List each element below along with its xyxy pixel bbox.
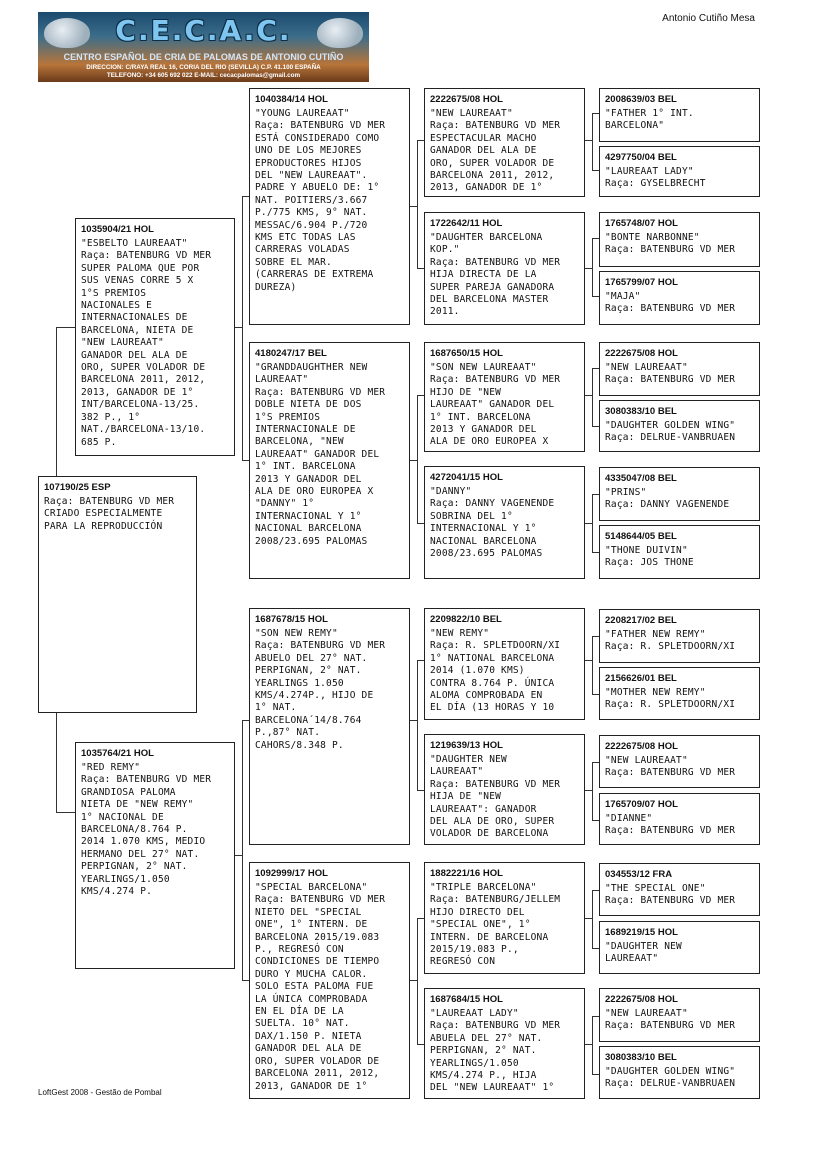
pigeon-description: "DAUGHTER NEW LAUREAAT" Raça: BATENBURG VD MER HIJA DE "NEW LAUREAAT": GANADOR DEL ALA DE ORO, SUPER VOLADOR DE BARCELONA	[430, 754, 561, 840]
pigeon-card-ancestor	[599, 667, 760, 720]
ring-number: 5148644/05 BEL	[605, 531, 677, 542]
connector-line	[592, 170, 599, 171]
pigeon-description: "NEW LAUREAAT" Raça: BATENBURG VD MER	[605, 755, 736, 779]
pigeon-description: "LAUREAAT LADY" Raça: GYSELBRECHT	[605, 166, 706, 190]
ring-number: 2156626/01 BEL	[605, 673, 677, 684]
pigeon-card-grandparent	[249, 608, 410, 845]
logo-title: C.E.C.A.C.	[115, 14, 292, 47]
pigeon-card-subject	[38, 476, 197, 713]
connector-line	[417, 140, 424, 141]
pigeon-description: "BONTE NARBONNE" Raça: BATENBURG VD MER	[605, 232, 736, 256]
connector-line	[592, 762, 593, 820]
pigeon-card-ancestor	[599, 735, 760, 788]
pigeon-description: "YOUNG LAUREAAT" Raça: BATENBURG VD MER ESTÁ CONSIDERADO COMO UNO DE LOS MEJORES EPRODUCTORES HIJOS DEL "NEW LAUREAAT". PADRE Y ABUELO DE: 1° NAT. POITIERS/3.667 P./775 KMS, 9° NAT. MESSAC/6.904 P./720 KMS ETC TODAS LAS CARRERAS VOLADAS SOBRE EL MAR. (CARRERAS DE EXTREMA DUREZA)	[255, 108, 386, 293]
ring-number: 1689219/15 HOL	[605, 927, 678, 938]
connector-line	[592, 113, 593, 170]
connector-line	[592, 1016, 599, 1017]
connector-line	[585, 1044, 592, 1045]
connector-line	[417, 523, 424, 524]
pigeon-description: "MOTHER NEW REMY" Raça: R. SPLETDOORN/XI	[605, 687, 736, 711]
pigeon-card-dam	[75, 742, 235, 969]
pigeon-card-ancestor	[599, 400, 760, 452]
connector-line	[56, 712, 57, 812]
pigeon-description: "DAUGHTER BARCELONA KOP." Raça: BATENBURG VD MER HIJA DIRECTA DE LA SUPER PAREJA GANADORA DEL BARCELONA MASTER 2011.	[430, 232, 561, 318]
ring-number: 1882221/16 HOL	[430, 868, 503, 879]
connector-line	[242, 720, 249, 721]
logo-subtitle: CENTRO ESPAÑOL DE CRIA DE PALOMAS DE ANTONIO CUTIÑO	[63, 52, 344, 62]
pigeon-card-sire	[75, 218, 235, 456]
pigeon-card-ancestor	[599, 212, 760, 267]
pigeon-description: "THE SPECIAL ONE" Raça: BATENBURG VD MER	[605, 883, 736, 907]
connector-line	[585, 790, 592, 791]
connector-line	[242, 460, 249, 461]
pigeon-description: "MAJA" Raça: BATENBURG VD MER	[605, 291, 736, 315]
owner-name: Antonio Cutiño Mesa	[662, 13, 755, 24]
connector-line	[56, 327, 57, 476]
connector-line	[592, 948, 599, 949]
connector-line	[585, 395, 592, 396]
pigeon-description: "TRIPLE BARCELONA" Raça: BATENBURG/JELLEM HIJO DIRECTO DEL "SPECIAL ONE", 1° INTERN. DE BARCELONA 2015/19.083 P., REGRESÓ CON	[430, 882, 561, 968]
pigeon-card-ancestor	[599, 271, 760, 325]
connector-line	[592, 694, 599, 695]
connector-line	[592, 762, 599, 763]
connector-line	[417, 268, 424, 269]
connector-line	[242, 196, 243, 460]
pigeon-card-great-grandparent	[424, 88, 585, 197]
ring-number: 1687684/15 HOL	[430, 994, 503, 1005]
connector-line	[242, 720, 243, 980]
ring-number: 1040384/14 HOL	[255, 94, 328, 105]
connector-line	[417, 918, 418, 1044]
pigeon-description: "NEW LAUREAAT" Raça: BATENBURG VD MER ESPECTACULAR MACHO GANADOR DEL ALA DE ORO, SUPER VOLADOR DE BARCELONA 2011, 2012, 2013, GANADOR DE 1°	[430, 108, 561, 194]
ring-number: 2222675/08 HOL	[605, 348, 678, 359]
pigeon-card-ancestor	[599, 1046, 760, 1099]
pigeon-description: Raça: BATENBURG VD MER CRIADO ESPECIALMENTE PARA LA REPRODUCCIÓN	[44, 496, 175, 532]
pigeon-card-ancestor	[599, 793, 760, 845]
connector-line	[410, 720, 417, 721]
ring-number: 107190/25 ESP	[44, 482, 111, 493]
ring-number: 1092999/17 HOL	[255, 868, 328, 879]
ring-number: 4272041/15 HOL	[430, 472, 503, 483]
connector-line	[592, 552, 599, 553]
pigeon-description: "DAUGHTER GOLDEN WING" Raça: DELRUE-VANBRUAEN	[605, 1066, 736, 1090]
ring-number: 4180247/17 BEL	[255, 348, 327, 359]
pigeon-card-great-grandparent	[424, 862, 585, 974]
ring-number: 1035904/21 HOL	[81, 224, 154, 235]
pigeon-card-grandparent	[249, 88, 410, 325]
logo-contact: TELEFONO: +34 605 692 022 E-MAIL: cecacpalomas@gmail.com	[106, 72, 301, 79]
ring-number: 2222675/08 HOL	[605, 994, 678, 1005]
ring-number: 1687678/15 HOL	[255, 614, 328, 625]
pigeon-description: "SPECIAL BARCELONA" Raça: BATENBURG VD MER NIETO DEL "SPECIAL ONE", 1° INTERN. DE BARCELONA 2015/19.083 P., REGRESÓ CON CONDICIONES DE TIEMPO DURO Y MUCHA CALOR. SOLO ESTA PALOMA FUE LA ÚNICA COMPROBADA EN EL DÍA DE LA SUELTA. 10° NAT. DAX/1.150 P. NIETA GANADOR DEL ALA DE ORO, SUPER VOLADOR DE BARCELONA 2011, 2012, 2013, GANADOR DE 1°	[255, 882, 386, 1092]
ring-number: 2222675/08 HOL	[605, 741, 678, 752]
pigeon-card-ancestor	[599, 988, 760, 1042]
pigeon-card-ancestor	[599, 146, 760, 197]
ring-number: 2008639/03 BEL	[605, 94, 677, 105]
connector-line	[585, 918, 592, 919]
connector-line	[592, 636, 593, 694]
pigeon-description: "ESBELTO LAUREAAT" Raça: BATENBURG VD MER SUPER PALOMA QUE POR SUS VENAS CORRE 5 X 1°S PREMIOS NACIONALES E INTERNACIONALES DE BARCELONA, NIETA DE "NEW LAUREAAT" GANADOR DEL ALA DE ORO, SUPER VOLADOR DE BARCELONA 2011, 2012, 2013, GANADOR DE 1° INT/BARCELONA-13/25. 382 P., 1° NAT./BARCELONA-13/10. 685 P.	[81, 238, 212, 448]
ring-number: 4335047/08 BEL	[605, 473, 677, 484]
pigeon-card-great-grandparent	[424, 466, 585, 579]
connector-line	[592, 890, 599, 891]
connector-line	[410, 980, 417, 981]
pigeon-card-ancestor	[599, 342, 760, 396]
pigeon-card-grandparent	[249, 342, 410, 579]
ring-number: 2222675/08 HOL	[430, 94, 503, 105]
ring-number: 1687650/15 HOL	[430, 348, 503, 359]
ring-number: 1035764/21 HOL	[81, 748, 154, 759]
pigeon-description: "THONE DUIVIN" Raça: JOS THONE	[605, 545, 694, 569]
pigeon-card-ancestor	[599, 467, 760, 521]
pigeon-card-great-grandparent	[424, 212, 585, 325]
footer-credit: LoftGest 2008 - Gestão de Pombal	[38, 1088, 162, 1097]
pigeon-description: "LAUREAAT LADY" Raça: BATENBURG VD MER ABUELA DEL 27° NAT. PERPIGNAN, 2° NAT. YEARLINGS/1.050 KMS/4.274 P., HIJA DEL "NEW LAUREAAT" 1°	[430, 1008, 561, 1094]
pigeon-card-great-grandparent	[424, 734, 585, 845]
connector-line	[592, 890, 593, 948]
pigeon-card-ancestor	[599, 88, 760, 142]
connector-line	[592, 296, 599, 297]
connector-line	[417, 918, 424, 919]
ring-number: 1722642/11 HOL	[430, 218, 503, 229]
pigeon-description: "SON NEW LAUREAAT" Raça: BATENBURG VD MER HIJO DE "NEW LAUREAAT" GANADOR DEL 1° INT. BARCELONA 2013 Y GANADOR DEL ALA DE ORO EUROPEA X	[430, 362, 561, 448]
connector-line	[592, 368, 593, 426]
pigeon-description: "FATHER 1° INT. BARCELONA"	[605, 108, 694, 132]
connector-line	[56, 812, 75, 813]
pigeon-description: "SON NEW REMY" Raça: BATENBURG VD MER ABUELO DEL 27° NAT. PERPIGNAN, 2° NAT. YEARLINGS 1.050 KMS/4.274P., HIJO DE 1° NAT. BARCELONA´14/8.764 P.,87° NAT. CAHORS/8.348 P.	[255, 628, 386, 751]
ring-number: 034553/12 FRA	[605, 869, 673, 880]
pigeon-description: "NEW LAUREAAT" Raça: BATENBURG VD MER	[605, 362, 736, 386]
connector-line	[592, 820, 599, 821]
pigeon-description: "NEW LAUREAAT" Raça: BATENBURG VD MER	[605, 1008, 736, 1032]
connector-line	[592, 426, 599, 427]
connector-line	[417, 790, 424, 791]
connector-line	[585, 268, 592, 269]
connector-line	[410, 460, 417, 461]
connector-line	[592, 494, 599, 495]
connector-line	[242, 980, 249, 981]
ring-number: 1765709/07 HOL	[605, 799, 678, 810]
connector-line	[585, 660, 592, 661]
pigeon-description: "FATHER NEW REMY" Raça: R. SPLETDOORN/XI	[605, 629, 736, 653]
ring-number: 2208217/02 BEL	[605, 615, 677, 626]
ring-number: 1765799/07 HOL	[605, 277, 678, 288]
ring-number: 3080383/10 BEL	[605, 1052, 677, 1063]
connector-line	[417, 660, 424, 661]
connector-line	[417, 140, 418, 268]
connector-line	[592, 494, 593, 552]
connector-line	[235, 855, 242, 856]
pigeon-description: "PRINS" Raça: DANNY VAGENENDE	[605, 487, 730, 511]
pigeon-card-grandparent	[249, 862, 410, 1099]
pigeon-description: "DIANNE" Raça: BATENBURG VD MER	[605, 813, 736, 837]
connector-line	[592, 238, 599, 239]
pigeon-description: "DAUGHTER GOLDEN WING" Raça: DELRUE-VANBRUAEN	[605, 420, 736, 444]
connector-line	[592, 368, 599, 369]
pigeon-card-ancestor	[599, 921, 760, 974]
pigeon-description: "GRANDDAUGHTHER NEW LAUREAAT" Raça: BATENBURG VD MER DOBLE NIETA DE DOS 1°S PREMIOS INTERNACIONALE DE BARCELONA, "NEW LAUREAAT" GANADOR DEL 1° INT. BARCELONA 2013 Y GANADOR DEL ALA DE ORO EUROPEA X "DANNY" 1° INTERNACIONAL Y 1° NACIONAL BARCELONA 2008/23.695 PALOMAS	[255, 362, 386, 547]
pigeon-card-great-grandparent	[424, 342, 585, 452]
ring-number: 1219639/13 HOL	[430, 740, 503, 751]
logo-address: DIRECCION: C/RAYA REAL 16, CORIA DEL RIO (SEVILLA) C.P. 41.100 ESPAÑA	[86, 64, 321, 71]
pigeon-description: "RED REMY" Raça: BATENBURG VD MER GRANDIOSA PALOMA NIETA DE "NEW REMY" 1° NACIONAL DE BARCELONA/8.764 P. 2014 1.070 KMS, MEDIO HERMANO DEL 27° NAT. PERPIGNAN, 2° NAT. YEARLINGS/1.050 KMS/4.274 P.	[81, 762, 212, 898]
connector-line	[417, 1044, 424, 1045]
connector-line	[410, 206, 417, 207]
pigeon-description: "NEW REMY" Raça: R. SPLETDOORN/XI 1° NATIONAL BARCELONA 2014 (1.070 KMS) CONTRA 8.764 P. ÚNICA ALOMA COMPROBADA EN EL DÍA (13 HORAS Y 10	[430, 628, 561, 714]
ring-number: 4297750/04 BEL	[605, 152, 677, 163]
pigeon-description: "DANNY" Raça: DANNY VAGENENDE SOBRINA DEL 1° INTERNACIONAL Y 1° NACIONAL BARCELONA 2008/23.695 PALOMAS	[430, 486, 555, 560]
pigeon-card-ancestor	[599, 609, 760, 663]
ring-number: 1765748/07 HOL	[605, 218, 678, 229]
cecac-logo	[38, 12, 369, 82]
pigeon-card-great-grandparent	[424, 608, 585, 720]
connector-line	[417, 395, 424, 396]
pigeon-card-great-grandparent	[424, 988, 585, 1099]
connector-line	[585, 523, 592, 524]
connector-line	[592, 238, 593, 296]
connector-line	[417, 395, 418, 523]
connector-line	[592, 636, 599, 637]
pigeon-description: "DAUGHTER NEW LAUREAAT"	[605, 941, 682, 965]
ring-number: 3080383/10 BEL	[605, 406, 677, 417]
ring-number: 2209822/10 BEL	[430, 614, 502, 625]
pigeon-card-ancestor	[599, 525, 760, 579]
connector-line	[585, 140, 592, 141]
connector-line	[592, 1074, 599, 1075]
connector-line	[235, 327, 242, 328]
connector-line	[592, 113, 599, 114]
connector-line	[56, 327, 75, 328]
pigeon-card-ancestor	[599, 863, 760, 916]
connector-line	[242, 196, 249, 197]
connector-line	[592, 1016, 593, 1074]
connector-line	[417, 660, 418, 790]
